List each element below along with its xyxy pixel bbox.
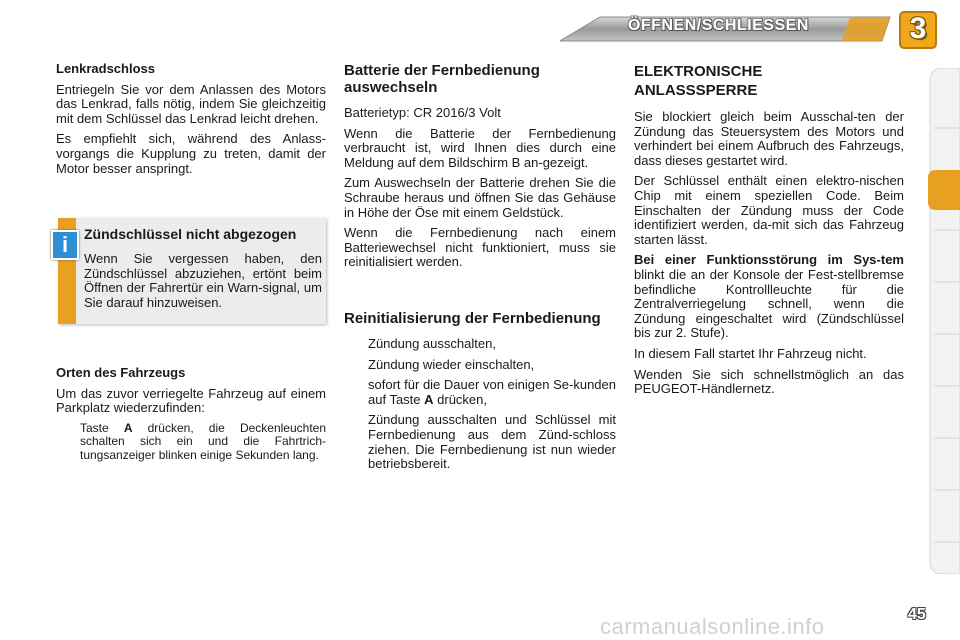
heading-steering-lock: Lenkradschloss	[56, 61, 155, 76]
paragraph: Wenden Sie sich schnellstmöglich an das PEUGEOT-Händlernetz.	[634, 366, 904, 397]
section-locate-vehicle	[56, 366, 326, 468]
chapter-tab-strip[interactable]	[928, 68, 960, 574]
heading-reinitialization: Reinitialisierung der Fernbedienung	[344, 309, 601, 327]
paragraph: Sie blockiert gleich beim Ausschal-ten der Zündung das Steuersystem des Motors und verhindert bei einem Aufbruch des Fahrzeugs, dass dieses gestartet wird.	[634, 109, 904, 168]
chapter-number: 3	[909, 12, 927, 45]
bullet-arrow-icon	[344, 413, 368, 471]
heading-immobiliser: ELEKTRONISCHE ANLASSSPERRE	[634, 63, 763, 99]
paragraph: Es empfiehlt sich, während des Anlass-vorgangs die Kupplung zu treten, damit der Motor besser anspringt.	[56, 131, 326, 176]
chapter-title: ÖFFNEN/SCHLIESSEN	[628, 17, 809, 34]
paragraph: Zum Auswechseln der Batterie drehen Sie die Schraube heraus und öffnen Sie das Gehäuse in Höhe der Öse mit einem Geldstück.	[344, 175, 616, 220]
column-immobiliser	[634, 62, 904, 403]
paragraph: Batterietyp: CR 2016/3 Volt	[344, 105, 501, 120]
column-steering-lock	[56, 62, 326, 182]
info-icon: i	[51, 230, 79, 260]
list-item: Taste A drücken, die Deckenleuchten schalten sich ein und die Fahrtrich-tungsanzeiger blinken einige Sekunden lang.	[56, 422, 326, 462]
list-item: Zündung ausschalten,	[344, 337, 616, 352]
paragraph: In diesem Fall startet Ihr Fahrzeug nicht.	[634, 345, 867, 361]
paragraph: Der Schlüssel enthält einen elektro-nischen Chip mit einem speziellen Code. Beim Einschalten der Zündung muss der Code identifiziert werden, da-mit sich das Fahrzeug starten lässt.	[634, 173, 904, 247]
column-remote-battery	[344, 62, 616, 478]
watermark: carmanualsonline.info	[600, 614, 825, 639]
paragraph: Entriegeln Sie vor dem Anlassen des Motors das Lenkrad, falls nötig, indem Sie gleichzeitig mit dem Schlüssel das Lenkrad leicht drehen.	[56, 81, 326, 126]
bullet-arrow-icon	[344, 358, 368, 373]
key-label: A	[424, 391, 434, 407]
paragraph: Wenn die Batterie der Fernbedienung verbraucht ist, wird Ihnen dies durch eine Meldung auf dem Bildschirm B an-gezeigt.	[344, 125, 616, 170]
list-item: sofort für die Dauer von einigen Se-kunden auf Taste A drücken,	[344, 378, 616, 407]
bullet-arrow-icon	[344, 378, 368, 407]
page-number: 45	[908, 606, 926, 623]
key-label: A	[123, 420, 133, 435]
list-item: Zündung wieder einschalten,	[344, 358, 616, 373]
heading-battery-replacement: Batterie der Fernbedienung auswechseln	[344, 62, 540, 96]
info-box-title: Zündschlüssel nicht abgezogen	[84, 226, 297, 242]
list-item: Zündung ausschalten und Schlüssel mit Fernbedienung aus dem Zünd-schloss ziehen. Die Fernbedienung ist nun wieder betriebsbereit.	[344, 413, 616, 471]
paragraph: Um das zuvor verriegelte Fahrzeug auf einem Parkplatz wiederzufinden:	[56, 385, 326, 416]
info-box-text: Wenn Sie vergessen haben, den Zündschlüssel abzuziehen, ertönt beim Öffnen der Fahrertür ein Warn-signal, um Sie darauf hinzuweisen.	[84, 251, 322, 310]
chapter-tab-active[interactable]	[926, 170, 960, 210]
paragraph: Wenn die Fernbedienung nach einem Batteriewechsel nicht funktioniert, muss sie reinitialisiert werden.	[344, 225, 616, 270]
paragraph-malfunction: Bei einer Funktionsstörung im Sys-tem blinkt die an der Konsole der Fest-stellbremse befindliche Kontrollleuchte für die Zentralverriegelung schnell, wenn die Zündung eingeschaltet wird (Zündschlüssel bis zur 2. Stufe).	[634, 252, 904, 341]
heading-locate-vehicle: Orten des Fahrzeugs	[56, 365, 186, 380]
bullet-arrow-icon	[344, 337, 368, 352]
bullet-arrow-icon	[56, 422, 80, 462]
